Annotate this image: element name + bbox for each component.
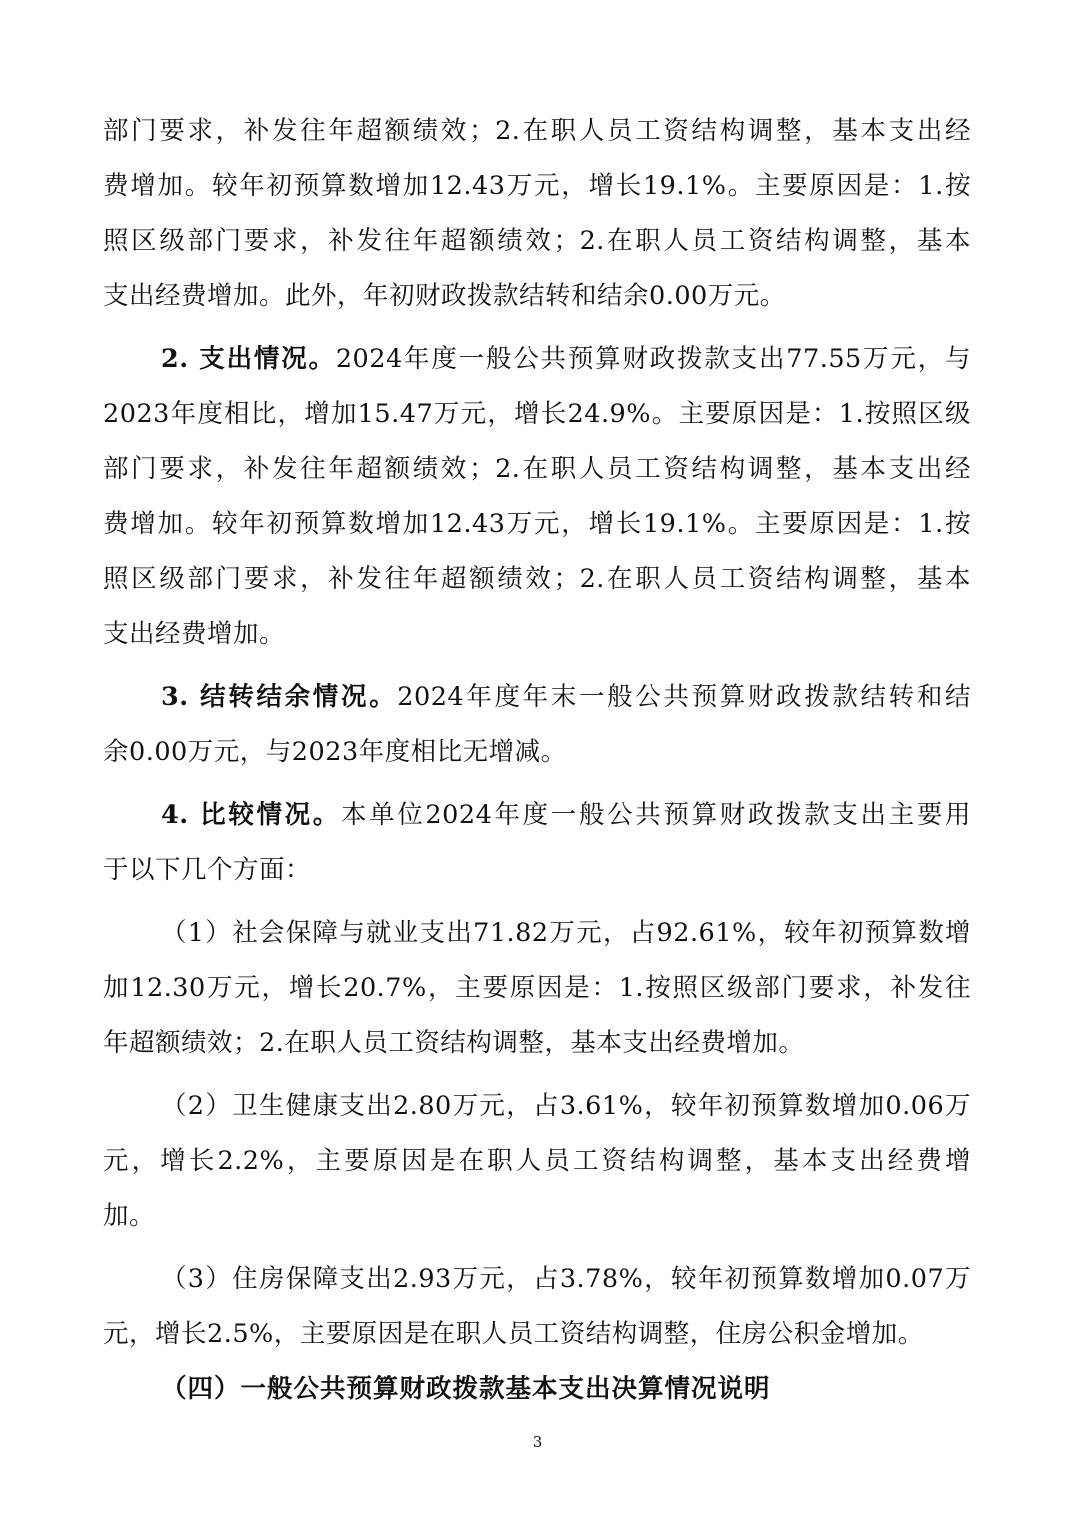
list-item: [103, 1252, 971, 1362]
text-line: 加。: [103, 1201, 156, 1231]
section-heading: 3. 结转结余情况。: [161, 682, 398, 712]
text-line: [103, 670, 971, 725]
document-body: [103, 104, 971, 1417]
text-line: （3）住房保障支出2.93万元，占3.78%，较年初预算数增加0.07万: [161, 1264, 971, 1294]
text-line: 2023年度相比，增加15.47万元，增长24.9%。主要原因是：1.按照区级: [103, 399, 971, 429]
text-line: 费增加。较年初预算数增加12.43万元，增长19.1%。主要原因是：1.按: [103, 509, 971, 539]
section-text: 本单位2024年度一般公共预算财政拨款支出主要用: [340, 800, 971, 830]
text-line: 部门要求，补发往年超额绩效；2.在职人员工资结构调整，基本支出经: [103, 116, 971, 146]
section-text: 2024年度年末一般公共预算财政拨款结转和结: [397, 682, 971, 712]
text-line: （2）卫生健康支出2.80万元，占3.61%，较年初预算数增加0.06万: [161, 1091, 971, 1121]
section-heading: 2. 支出情况。: [161, 344, 336, 374]
text-line: 加12.30万元，增长20.7%，主要原因是：1.按照区级部门要求，补发往: [103, 973, 971, 1003]
list-item: [103, 906, 971, 1071]
section-heading: 4. 比较情况。: [161, 800, 341, 830]
section-heading-four: （四）一般公共预算财政拨款基本支出决算情况说明: [161, 1374, 771, 1404]
text-line: 元，增长2.5%，主要原因是在职人员工资结构调整，住房公积金增加。: [103, 1319, 924, 1349]
section-carryover: [103, 670, 971, 780]
text-line: 照区级部门要求，补发往年超额绩效；2.在职人员工资结构调整，基本: [103, 564, 971, 594]
section-text: 2024年度一般公共预算财政拨款支出77.55万元，与: [335, 344, 971, 374]
text-line: 费增加。较年初预算数增加12.43万元，增长19.1%。主要原因是：1.按: [103, 171, 971, 201]
text-line: 部门要求，补发往年超额绩效；2.在职人员工资结构调整，基本支出经: [103, 454, 971, 484]
text-line: 元，增长2.2%，主要原因是在职人员工资结构调整，基本支出经费增: [103, 1146, 971, 1176]
text-line: 支出经费增加。: [103, 619, 286, 649]
text-line: [103, 332, 971, 387]
section-expenditure: [103, 332, 971, 662]
text-line: 于以下几个方面：: [103, 855, 312, 885]
text-line: 年超额绩效；2.在职人员工资结构调整，基本支出经费增加。: [103, 1028, 805, 1058]
paragraph-continued: [103, 104, 971, 324]
page-number: 3: [532, 1433, 543, 1451]
text-line: 支出经费增加。此外，年初财政拨款结转和结余0.00万元。: [103, 281, 786, 311]
text-line: （1）社会保障与就业支出71.82万元，占92.61%，较年初预算数增: [161, 918, 971, 948]
text-line: [103, 788, 971, 843]
list-item: [103, 1079, 971, 1244]
section-comparison: [103, 788, 971, 1362]
text-line: 余0.00万元，与2023年度相比无增减。: [103, 737, 567, 767]
text-line: 照区级部门要求，补发往年超额绩效；2.在职人员工资结构调整，基本: [103, 226, 971, 256]
